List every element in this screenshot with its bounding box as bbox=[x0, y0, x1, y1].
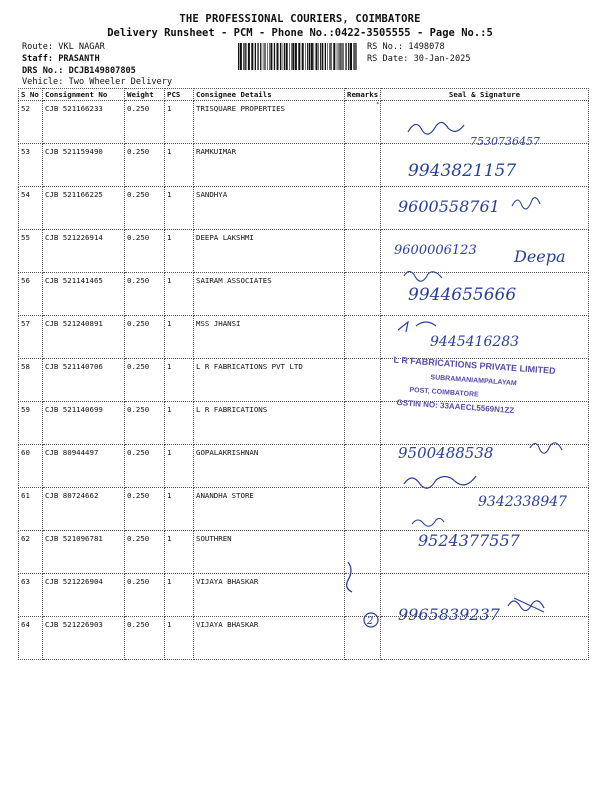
cell-sno: 62 bbox=[19, 531, 43, 574]
cell-consignee: MSS JHANSI bbox=[194, 316, 345, 359]
barcode-bar bbox=[350, 43, 352, 70]
barcode-bar bbox=[280, 43, 281, 70]
cell-consignment: CJB 521240891 bbox=[43, 316, 125, 359]
cell-consignment: CJB 521166225 bbox=[43, 187, 125, 230]
cell-weight: 0.250 bbox=[125, 187, 165, 230]
barcode-bar bbox=[331, 43, 332, 70]
cell-sno: 60 bbox=[19, 445, 43, 488]
cell-consignee: ANANDHA STORE bbox=[194, 488, 345, 531]
cell-sno: 52 bbox=[19, 101, 43, 144]
cell-remarks bbox=[345, 488, 381, 531]
barcode-bar bbox=[343, 43, 344, 70]
handwritten-phone: 9944655666 bbox=[408, 285, 517, 305]
barcode-bar bbox=[345, 43, 346, 70]
cell-pcs: 1 bbox=[165, 316, 194, 359]
route-value: VKL NAGAR bbox=[58, 42, 105, 52]
cell-remarks bbox=[345, 574, 381, 617]
table-row bbox=[19, 144, 589, 187]
cell-pcs: 1 bbox=[165, 359, 194, 402]
vehicle-line bbox=[22, 77, 172, 87]
barcode-bar bbox=[305, 43, 306, 70]
cell-remarks bbox=[345, 273, 381, 316]
rs-date-label: RS Date: bbox=[367, 54, 409, 64]
cell-signature bbox=[381, 101, 589, 144]
barcode bbox=[238, 43, 358, 70]
rs-no-label: RS No.: bbox=[367, 42, 404, 52]
cell-remarks bbox=[345, 230, 381, 273]
barcode-bar bbox=[322, 43, 323, 70]
cell-pcs: 1 bbox=[165, 101, 194, 144]
barcode-bar bbox=[307, 43, 308, 70]
barcode-bar bbox=[274, 43, 275, 70]
cell-sno: 64 bbox=[19, 617, 43, 660]
col-header-consignee: Consignee Details bbox=[194, 89, 345, 101]
barcode-bar bbox=[298, 43, 300, 70]
cell-consignment: CJB 80944497 bbox=[43, 445, 125, 488]
table-row bbox=[19, 187, 589, 230]
cell-weight: 0.250 bbox=[125, 273, 165, 316]
barcode-bar bbox=[329, 43, 330, 70]
handwritten-phone: 9524377557 bbox=[418, 531, 520, 550]
stamp-line: GSTIN NO: 33AAECL5569N1ZZ bbox=[396, 397, 515, 416]
cell-weight: 0.250 bbox=[125, 445, 165, 488]
barcode-bar bbox=[302, 43, 304, 70]
cell-weight: 0.250 bbox=[125, 144, 165, 187]
cell-weight: 0.250 bbox=[125, 316, 165, 359]
cell-consignment: CJB 521140699 bbox=[43, 402, 125, 445]
barcode-bar bbox=[339, 43, 340, 70]
barcode-bar bbox=[286, 43, 288, 70]
cell-consignee: SAIRAM ASSOCIATES bbox=[194, 273, 345, 316]
table-row bbox=[19, 230, 589, 273]
cell-weight: 0.250 bbox=[125, 101, 165, 144]
rs-date-value: 30-Jan-2025 bbox=[413, 54, 471, 64]
handwritten-phone: 9600006123 bbox=[394, 243, 477, 258]
barcode-bar bbox=[295, 43, 297, 70]
rs-no-line bbox=[367, 42, 445, 52]
barcode-bar bbox=[267, 43, 268, 70]
barcode-bar bbox=[260, 43, 261, 70]
handwritten-phone: 9445416283 bbox=[430, 334, 520, 350]
barcode-bar bbox=[309, 43, 310, 70]
cell-consignment: CJB 521141465 bbox=[43, 273, 125, 316]
cell-signature bbox=[381, 316, 589, 359]
cell-signature bbox=[381, 445, 589, 488]
cell-consignment: CJB 521140706 bbox=[43, 359, 125, 402]
runsheet-subtitle: Delivery Runsheet - PCM - Phone No.:0422-3505555 - Page No.:5 bbox=[107, 27, 493, 39]
runsheet-title: THE PROFESSIONAL COURIERS, COIMBATORE bbox=[179, 13, 421, 25]
cell-consignment: CJB 521226904 bbox=[43, 574, 125, 617]
cell-consignee: VIJAYA BHASKAR bbox=[194, 617, 345, 660]
barcode-bar bbox=[238, 43, 239, 70]
cell-consignment: CJB 521226903 bbox=[43, 617, 125, 660]
remark-number: 2 bbox=[367, 616, 374, 627]
cell-signature bbox=[381, 144, 589, 187]
barcode-bar bbox=[251, 43, 253, 70]
handwritten-phone: 9500488538 bbox=[398, 444, 494, 462]
table-header-row bbox=[19, 89, 589, 101]
cell-sno: 56 bbox=[19, 273, 43, 316]
col-header-weight: Weight bbox=[125, 89, 165, 101]
cell-signature bbox=[381, 531, 589, 574]
remark-mark: * bbox=[376, 101, 380, 108]
col-header-sno: S No bbox=[19, 89, 43, 101]
barcode-bar bbox=[240, 43, 242, 70]
cell-pcs: 1 bbox=[165, 187, 194, 230]
barcode-bar bbox=[318, 43, 319, 70]
barcode-bar bbox=[269, 43, 270, 70]
cell-consignee: RAMKUIMAR bbox=[194, 144, 345, 187]
staff-label: Staff: bbox=[22, 54, 54, 64]
drs-label: DRS No.: bbox=[22, 66, 64, 76]
cell-consignee: VIJAYA BHASKAR bbox=[194, 574, 345, 617]
cell-consignee: TRISQUARE PROPERTIES bbox=[194, 101, 345, 144]
table-row bbox=[19, 617, 589, 660]
cell-consignment: CJB 521226914 bbox=[43, 230, 125, 273]
cell-sno: 61 bbox=[19, 488, 43, 531]
table-row bbox=[19, 574, 589, 617]
stamp-line: L R FABRICATIONS PRIVATE LIMITED bbox=[393, 354, 556, 376]
cell-consignment: CJB 521166233 bbox=[43, 101, 125, 144]
cell-sno: 58 bbox=[19, 359, 43, 402]
barcode-bar bbox=[316, 43, 318, 70]
handwritten-phone: 7530736457 bbox=[470, 135, 540, 148]
barcode-bar bbox=[353, 43, 354, 70]
drs-value: DCJB149807805 bbox=[68, 66, 136, 76]
barcode-bar bbox=[282, 43, 283, 70]
cell-consignment: CJB 80724662 bbox=[43, 488, 125, 531]
cell-sno: 55 bbox=[19, 230, 43, 273]
barcode-bar bbox=[265, 43, 266, 70]
barcode-bar bbox=[270, 43, 272, 70]
barcode-bar bbox=[257, 43, 258, 70]
cell-remarks bbox=[345, 101, 381, 144]
barcode-bar bbox=[311, 43, 313, 70]
table-row bbox=[19, 531, 589, 574]
cell-sno: 63 bbox=[19, 574, 43, 617]
cell-remarks bbox=[345, 531, 381, 574]
cell-weight: 0.250 bbox=[125, 531, 165, 574]
barcode-bar bbox=[263, 43, 264, 70]
cell-sno: 57 bbox=[19, 316, 43, 359]
vehicle-label: Vehicle: bbox=[22, 77, 64, 87]
cell-signature bbox=[381, 230, 589, 273]
barcode-bar bbox=[291, 43, 292, 70]
cell-signature bbox=[381, 617, 589, 660]
col-header-signature: Seal & Signature bbox=[381, 89, 589, 101]
cell-signature bbox=[381, 574, 589, 617]
barcode-bar bbox=[264, 43, 265, 70]
cell-signature bbox=[381, 273, 589, 316]
drs-line bbox=[22, 66, 136, 76]
cell-consignment: CJB 521096781 bbox=[43, 531, 125, 574]
barcode-bar bbox=[342, 43, 343, 70]
handwritten-phone: 9943821157 bbox=[408, 161, 517, 181]
col-header-remarks: Remarks bbox=[345, 89, 381, 101]
cell-signature bbox=[381, 402, 589, 445]
cell-pcs: 1 bbox=[165, 144, 194, 187]
cell-weight: 0.250 bbox=[125, 574, 165, 617]
cell-consignee: L R FABRICATIONS bbox=[194, 402, 345, 445]
stamp-line: POST, COIMBATORE bbox=[409, 386, 479, 399]
col-header-consignment: Consignment No bbox=[43, 89, 125, 101]
table-row bbox=[19, 402, 589, 445]
table-row bbox=[19, 273, 589, 316]
cell-remarks bbox=[345, 316, 381, 359]
cell-consignee: GOPALAKRISHNAN bbox=[194, 445, 345, 488]
staff-line bbox=[22, 54, 100, 64]
barcode-bar bbox=[338, 43, 339, 70]
cell-pcs: 1 bbox=[165, 445, 194, 488]
cell-sno: 59 bbox=[19, 402, 43, 445]
cell-weight: 0.250 bbox=[125, 617, 165, 660]
barcode-bar bbox=[325, 43, 326, 70]
cell-signature bbox=[381, 359, 589, 402]
cell-remarks bbox=[345, 187, 381, 230]
cell-pcs: 1 bbox=[165, 574, 194, 617]
barcode-bar bbox=[248, 43, 250, 70]
cell-signature bbox=[381, 187, 589, 230]
barcode-bar bbox=[327, 43, 328, 70]
barcode-bar bbox=[348, 43, 349, 70]
staff-value: PRASANTH bbox=[58, 54, 100, 64]
table-row bbox=[19, 488, 589, 531]
col-header-pcs: PCS bbox=[165, 89, 194, 101]
rs-date-line bbox=[367, 54, 471, 64]
table-row bbox=[19, 359, 589, 402]
cell-pcs: 1 bbox=[165, 531, 194, 574]
handwritten-phone: 9600558761 bbox=[398, 197, 500, 216]
table-row bbox=[19, 316, 589, 359]
cell-signature bbox=[381, 488, 589, 531]
barcode-bar bbox=[284, 43, 285, 70]
cell-remarks bbox=[345, 402, 381, 445]
table-row bbox=[19, 101, 589, 144]
cell-sno: 54 bbox=[19, 187, 43, 230]
barcode-bar bbox=[245, 43, 246, 70]
cell-weight: 0.250 bbox=[125, 359, 165, 402]
barcode-bar bbox=[243, 43, 244, 70]
barcode-bar bbox=[255, 43, 256, 70]
barcode-bar bbox=[292, 43, 294, 70]
barcode-bar bbox=[340, 43, 341, 70]
cell-pcs: 1 bbox=[165, 488, 194, 531]
route-line bbox=[22, 42, 105, 52]
barcode-bar bbox=[337, 43, 338, 70]
cell-remarks bbox=[345, 445, 381, 488]
runsheet-table bbox=[18, 88, 589, 660]
rs-no-value: 1498078 bbox=[408, 42, 445, 52]
barcode-bar bbox=[289, 43, 290, 70]
table-row bbox=[19, 445, 589, 488]
cell-remarks bbox=[345, 359, 381, 402]
handwritten-phone: 9342338947 bbox=[478, 494, 568, 510]
cell-sno: 53 bbox=[19, 144, 43, 187]
cell-consignee: SOUTHREN bbox=[194, 531, 345, 574]
cell-remarks bbox=[345, 617, 381, 660]
cell-pcs: 1 bbox=[165, 402, 194, 445]
barcode-bar bbox=[333, 43, 335, 70]
handwritten-phone: 9965839237 bbox=[398, 605, 500, 624]
cell-consignee: L R FABRICATIONS PVT LTD bbox=[194, 359, 345, 402]
cell-pcs: 1 bbox=[165, 230, 194, 273]
barcode-bar bbox=[314, 43, 315, 70]
cell-pcs: 1 bbox=[165, 617, 194, 660]
handwritten-name: Deepa bbox=[514, 247, 566, 266]
cell-consignee: SANDHYA bbox=[194, 187, 345, 230]
route-label: Route: bbox=[22, 42, 54, 52]
barcode-bar bbox=[355, 43, 356, 70]
cell-weight: 0.250 bbox=[125, 230, 165, 273]
cell-weight: 0.250 bbox=[125, 488, 165, 531]
cell-pcs: 1 bbox=[165, 273, 194, 316]
barcode-bar bbox=[277, 43, 279, 70]
stamp-line: SUBRAMANIAMPALAYAM bbox=[430, 374, 517, 388]
cell-weight: 0.250 bbox=[125, 402, 165, 445]
cell-consignment: CJB 521159490 bbox=[43, 144, 125, 187]
vehicle-value: Two Wheeler Delivery bbox=[68, 77, 173, 87]
cell-remarks bbox=[345, 144, 381, 187]
cell-consignee: DEEPA LAKSHMI bbox=[194, 230, 345, 273]
barcode-bar bbox=[320, 43, 321, 70]
